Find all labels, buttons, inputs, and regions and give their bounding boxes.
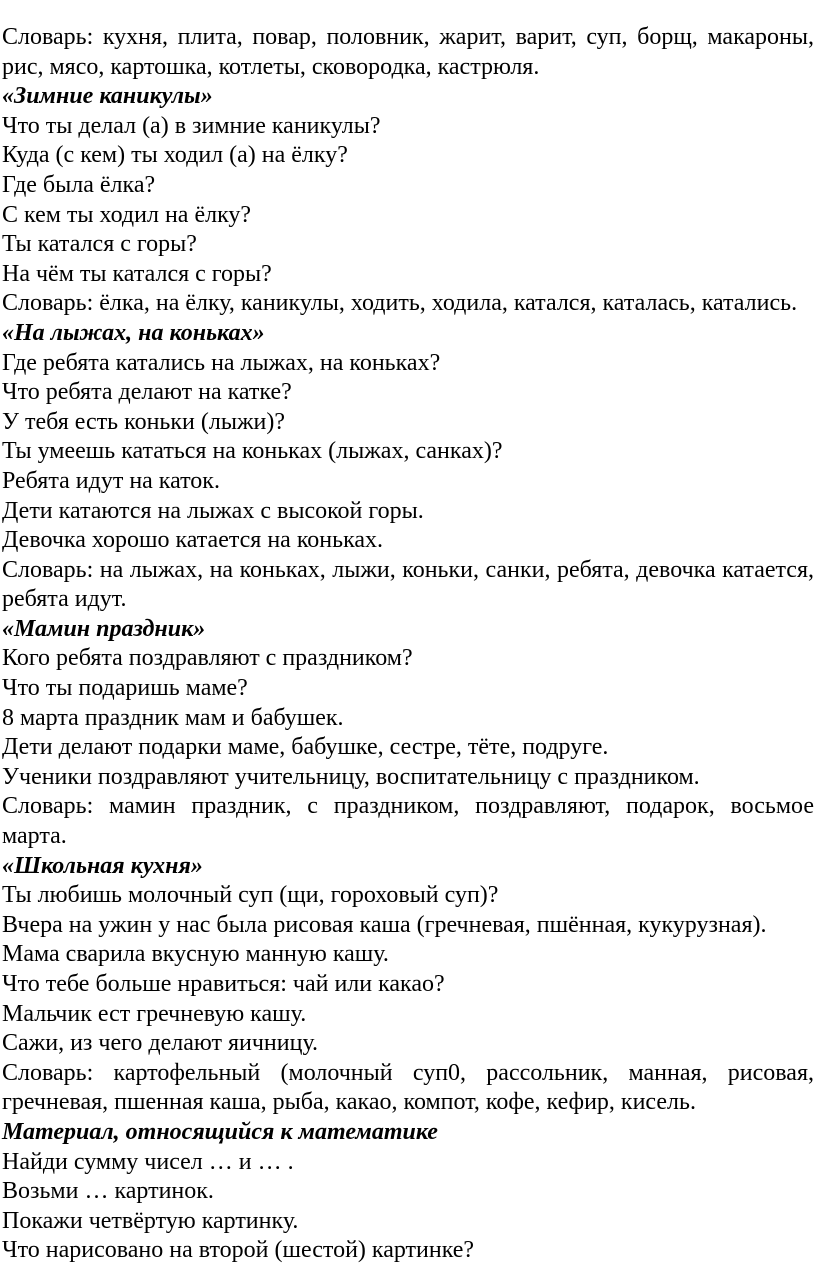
text-line: 8 марта праздник мам и бабушек. <box>2 704 344 731</box>
text-line: Мальчик ест гречневую кашу. <box>2 1000 307 1027</box>
section-heading: Материал, относящийся к математике <box>2 1118 438 1145</box>
text-line: Словарь: ёлка, на ёлку, каникулы, ходить, ходила, катался, каталась, катались. <box>2 290 798 317</box>
section-heading: «На лыжах, на коньках» <box>2 319 265 346</box>
text-line: Девочка хорошо катается на коньках. <box>2 527 384 554</box>
text-line: Мама сварила вкусную манную кашу. <box>2 941 389 968</box>
text-line: Словарь: картофельный (молочный суп0, рассольник, манная, рисовая, <box>2 1059 814 1086</box>
section-heading: «Зимние каникулы» <box>2 83 213 110</box>
text-line: Словарь: на лыжах, на коньках, лыжи, коньки, санки, ребята, девочка катается, <box>2 556 814 583</box>
section-heading: «Мамин праздник» <box>2 615 206 642</box>
text-line: Ты умеешь кататься на коньках (лыжах, санках)? <box>2 438 503 465</box>
text-line: Где была ёлка? <box>2 171 156 198</box>
text-line: У тебя есть коньки (лыжи)? <box>2 408 286 435</box>
text-line: Куда (с кем) ты ходил (а) на ёлку? <box>2 142 348 169</box>
text-line: С кем ты ходил на ёлку? <box>2 201 252 228</box>
text-line: Ребята идут на каток. <box>2 467 220 494</box>
text-line: Что ребята делают на катке? <box>2 379 292 406</box>
text-line: Что ты подаришь маме? <box>2 675 248 702</box>
text-line: Покажи четвёртую картинку. <box>2 1207 299 1234</box>
text-line: Дети катаются на лыжах с высокой горы. <box>2 497 424 524</box>
text-line: Ты любишь молочный суп (щи, гороховый суп)? <box>2 882 499 909</box>
text-line: Что ты делал (а) в зимние каникулы? <box>2 112 381 139</box>
text-line: Что тебе больше нравиться: чай или какао? <box>2 971 445 997</box>
text-line: Вчера на ужин у нас была рисовая каша (гречневая, пшённая, кукурузная). <box>2 911 767 938</box>
text-line: Кого ребята поздравляют с праздником? <box>2 645 413 672</box>
text-line: Ты катался с горы? <box>2 231 197 258</box>
text-line: Что нарисовано на второй (шестой) картинке? <box>2 1237 475 1264</box>
text-line: Дети делают подарки маме, бабушке, сестре, тёте, подруге. <box>2 734 609 761</box>
text-line: Найди сумму чисел … и … . <box>2 1148 294 1175</box>
text-line: Где ребята катались на лыжах, на коньках? <box>2 349 441 376</box>
text-line: рис, мясо, картошка, котлеты, сковородка, кастрюля. <box>2 53 540 80</box>
text-line: ребята идут. <box>2 586 127 613</box>
text-line: Ученики поздравляют учительницу, воспитательницу с праздником. <box>2 763 700 790</box>
text-line: Словарь: кухня, плита, повар, половник, жарит, варит, суп, борщ, макароны, <box>2 24 814 50</box>
text-line: Возьми … картинок. <box>2 1178 214 1205</box>
text-line: Словарь: мамин праздник, с праздником, поздравляют, подарок, восьмое <box>2 793 814 820</box>
section-heading: «Школьная кухня» <box>2 852 203 879</box>
text-line: гречневая, пшенная каша, рыба, какао, компот, кофе, кефир, кисель. <box>2 1089 696 1116</box>
text-line: На чём ты катался с горы? <box>2 260 272 287</box>
text-line: Сажи, из чего делают яичницу. <box>2 1030 319 1057</box>
text-line: марта. <box>2 823 67 850</box>
